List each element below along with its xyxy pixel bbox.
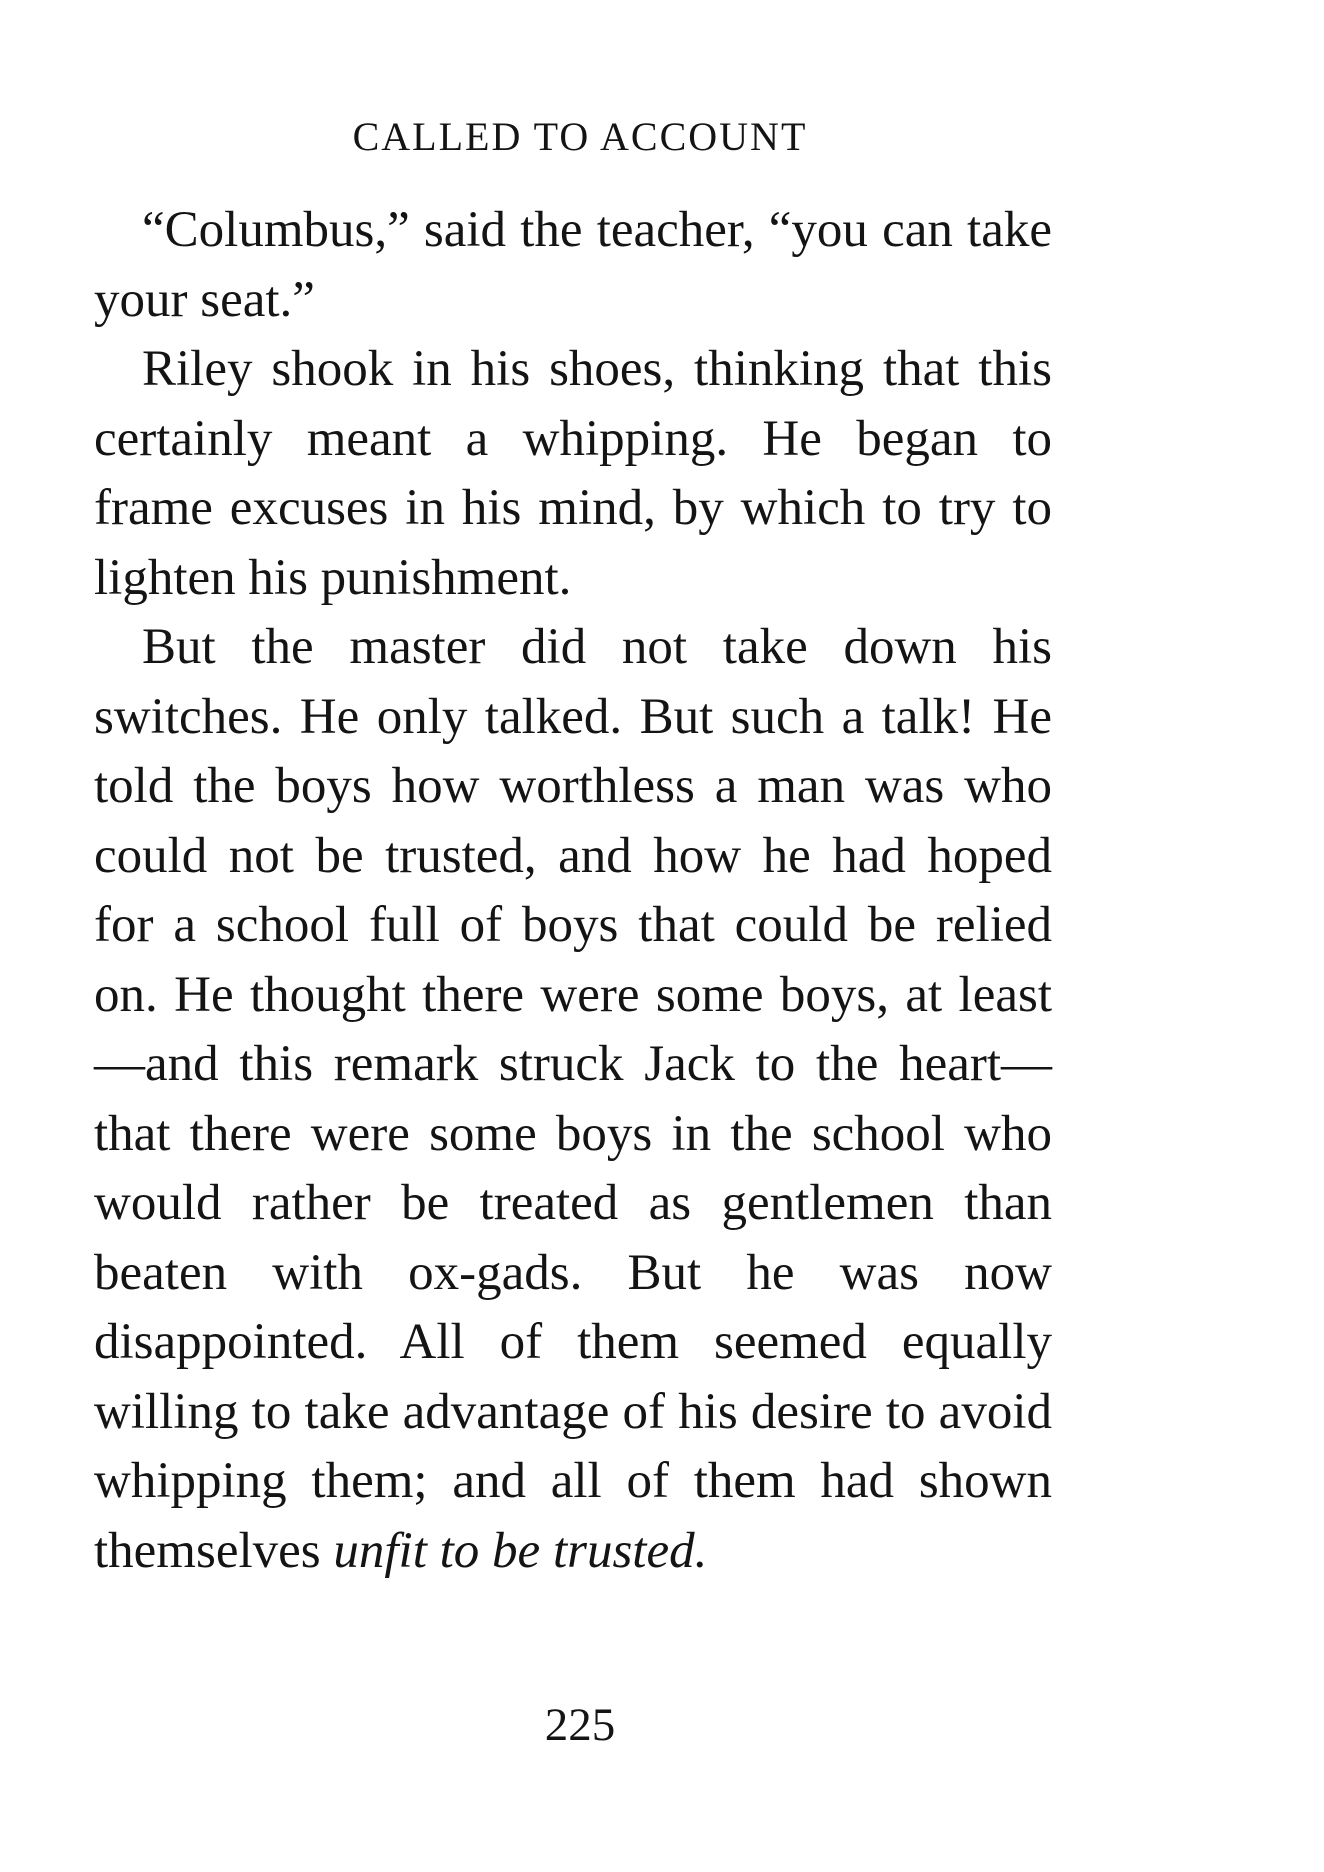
paragraph-2: Riley shook in his shoes, thinking that this certainly meant a whipping. He began to frame excuses in his mind, by which to try to lighten his punishment. [94, 341, 1052, 606]
emphasized-phrase: unfit to be trusted. [333, 1522, 708, 1579]
paragraph-3-text: But the master did not take down his switches. He only talked. But such a talk! He told the boys how worthless a man was who could not be trusted, and how he had hoped for a school full of boys that could be relied on. He thought there were some boys, at least—and this remark struck Jack to the heart—that there were some boys in the school who would rather be treated as gentlemen than beaten with ox-gads. But he was now disappointed. All of them seemed equally willing to take advantage of his desire to avoid whipping them; and all of them had shown themselves [94, 619, 1052, 1579]
page-number: 225 [544, 1699, 616, 1751]
paragraph-1: “Columbus,” said the teacher, “you can take your seat.” [94, 202, 1052, 328]
body-text [94, 196, 1052, 1586]
running-head: CALLED TO ACCOUNT [352, 114, 808, 159]
paragraph-3 [94, 613, 1052, 1586]
